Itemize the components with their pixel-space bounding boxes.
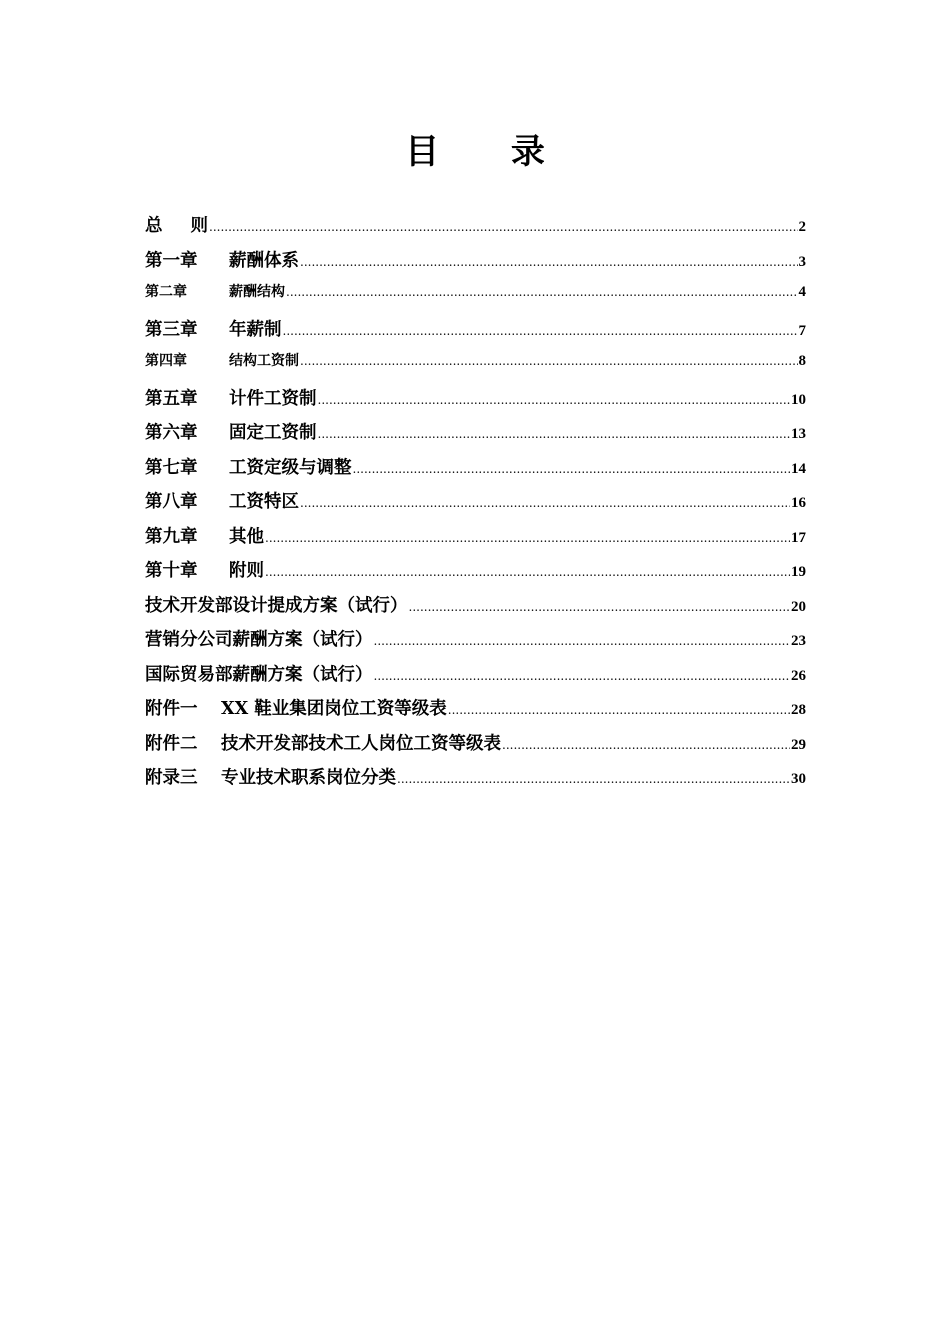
toc-label: 国际贸易部薪酬方案（试行） — [145, 664, 373, 685]
toc-prefix: 附录三 — [145, 768, 198, 788]
toc-page-number: 4 — [798, 284, 806, 300]
toc-prefix: 第五章 — [145, 388, 198, 409]
toc-prefix: 第六章 — [145, 423, 198, 443]
toc-page-number: 29 — [791, 736, 806, 753]
toc-leader-dots — [374, 669, 791, 683]
toc-page-number: 28 — [791, 702, 806, 718]
toc-prefix: 第八章 — [145, 492, 198, 512]
toc-entry-tech-dev-plan[interactable] — [145, 592, 806, 627]
toc-leader-dots — [300, 255, 798, 269]
toc-label: 计件工资制 — [229, 388, 317, 409]
toc-leader-dots — [286, 285, 798, 299]
toc-entry-chapter-5[interactable] — [145, 385, 806, 420]
toc-entry-chapter-10[interactable] — [145, 557, 806, 592]
toc-page-number: 3 — [798, 253, 806, 270]
toc-page-number: 14 — [791, 460, 806, 477]
toc-label: XX 鞋业集团岗位工资等级表 — [221, 699, 447, 719]
toc-page-number: 13 — [791, 426, 806, 442]
toc-entry-chapter-4[interactable] — [145, 350, 806, 385]
toc-leader-dots — [300, 496, 790, 510]
toc-prefix: 第一章 — [145, 250, 198, 271]
toc-label: 营销分公司薪酬方案（试行） — [145, 630, 373, 650]
toc-label: 工资特区 — [229, 492, 299, 512]
page-title: 目 录 — [405, 132, 575, 172]
toc-entry-marketing-plan[interactable] — [145, 626, 806, 661]
toc-label: 附则 — [229, 561, 264, 581]
toc-label: 专业技术职系岗位分类 — [221, 768, 396, 788]
toc-entry-attachment-2[interactable] — [145, 730, 806, 765]
toc-entry-trade-plan[interactable] — [145, 661, 806, 696]
table-of-contents — [145, 212, 806, 799]
toc-page-number: 2 — [798, 219, 806, 235]
toc-entry-appendix-3[interactable] — [145, 764, 806, 799]
toc-leader-dots — [265, 565, 790, 579]
toc-page-number: 30 — [791, 771, 806, 787]
toc-prefix: 第二章 — [145, 284, 187, 300]
toc-leader-dots — [265, 531, 790, 545]
toc-prefix: 附件一 — [145, 699, 198, 719]
toc-leader-dots — [409, 600, 791, 614]
toc-leader-dots — [353, 462, 791, 476]
toc-prefix: 总 — [145, 216, 163, 236]
toc-page-number: 16 — [791, 495, 806, 511]
toc-page-number: 26 — [791, 667, 806, 684]
toc-label: 则 — [190, 216, 208, 236]
toc-entry-general[interactable] — [145, 212, 806, 247]
toc-entry-chapter-6[interactable] — [145, 419, 806, 454]
toc-label: 技术开发部设计提成方案（试行） — [145, 595, 408, 616]
toc-page-number: 7 — [798, 322, 806, 339]
toc-leader-dots — [374, 634, 791, 648]
toc-leader-dots — [448, 703, 790, 717]
toc-leader-dots — [318, 427, 791, 441]
toc-leader-dots — [300, 354, 798, 368]
toc-prefix: 第四章 — [145, 353, 187, 369]
toc-label: 结构工资制 — [229, 353, 299, 369]
toc-prefix: 附件二 — [145, 733, 198, 754]
toc-prefix: 第七章 — [145, 457, 198, 478]
toc-prefix: 第九章 — [145, 526, 198, 547]
toc-label: 薪酬结构 — [229, 284, 285, 300]
toc-page-number: 17 — [791, 529, 806, 546]
toc-page-number: 19 — [791, 564, 806, 580]
toc-page-number: 8 — [798, 353, 806, 369]
toc-label: 年薪制 — [229, 319, 282, 340]
toc-label: 其他 — [229, 526, 264, 547]
toc-leader-dots — [502, 738, 790, 752]
toc-entry-chapter-7[interactable] — [145, 454, 806, 489]
toc-leader-dots — [318, 393, 791, 407]
toc-page-number: 20 — [791, 598, 806, 615]
toc-prefix: 第三章 — [145, 319, 198, 340]
toc-prefix: 第十章 — [145, 561, 198, 581]
toc-label: 工资定级与调整 — [229, 457, 352, 478]
toc-label: 固定工资制 — [229, 423, 317, 443]
toc-entry-chapter-2[interactable] — [145, 281, 806, 316]
toc-entry-chapter-8[interactable] — [145, 488, 806, 523]
toc-leader-dots — [397, 772, 790, 786]
toc-entry-chapter-3[interactable] — [145, 316, 806, 351]
toc-entry-chapter-1[interactable] — [145, 247, 806, 282]
toc-page-number: 10 — [791, 391, 806, 408]
toc-entry-chapter-9[interactable] — [145, 523, 806, 558]
toc-entry-attachment-1[interactable] — [145, 695, 806, 730]
toc-leader-dots — [283, 324, 798, 338]
toc-page-number: 23 — [791, 633, 806, 649]
toc-label: 薪酬体系 — [229, 250, 299, 271]
toc-label: 技术开发部技术工人岗位工资等级表 — [221, 733, 501, 754]
toc-leader-dots — [209, 220, 798, 234]
